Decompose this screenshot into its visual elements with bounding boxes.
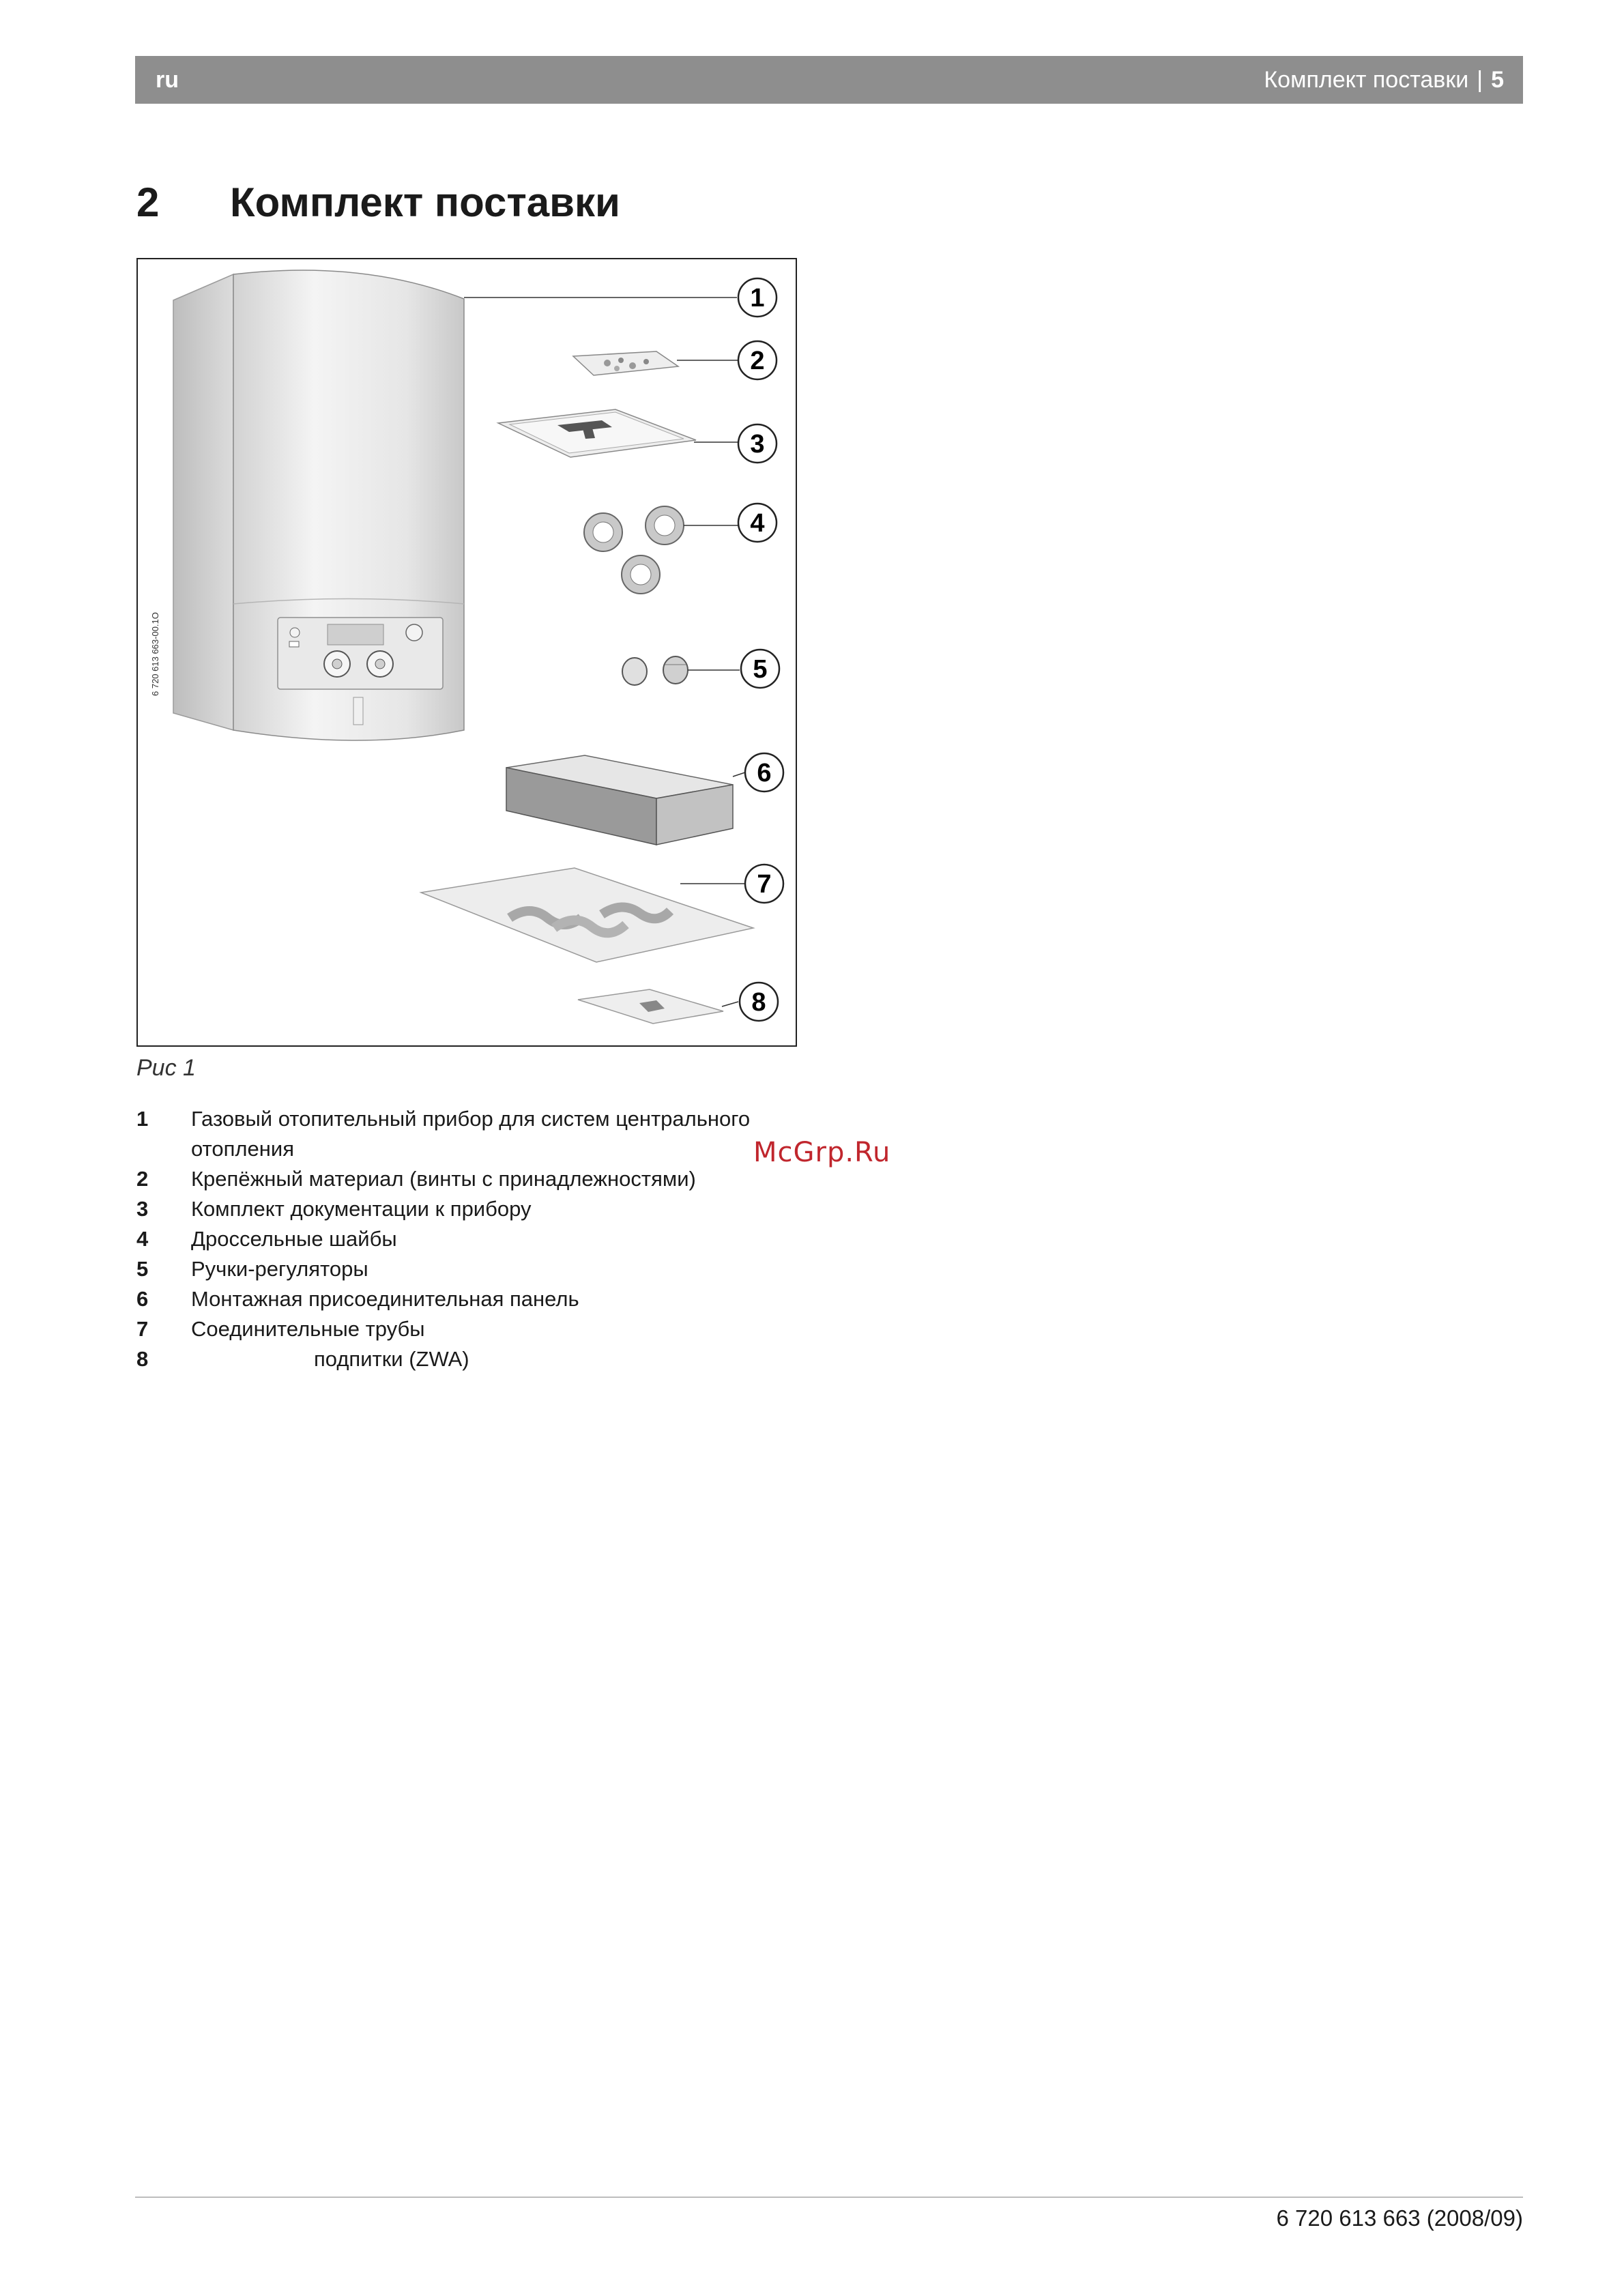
callout-label: 1 <box>750 284 765 313</box>
legend-number: 6 <box>136 1287 149 1311</box>
callout-label: 7 <box>757 870 772 899</box>
page-header <box>135 56 1523 104</box>
callout-label: 5 <box>753 655 768 684</box>
callout-8 <box>740 983 778 1021</box>
footer-document-code: 6 720 613 663 (2008/09) <box>1276 2205 1523 2231</box>
callout-label: 6 <box>757 759 772 787</box>
throttle-washers <box>584 506 684 594</box>
legend-text: Газовый отопительный прибор для систем центрального <box>191 1107 751 1131</box>
callout-label: 8 <box>751 988 766 1017</box>
legend-item <box>136 1314 819 1344</box>
legend-item <box>136 1284 819 1314</box>
legend-text: Соединительные трубы <box>191 1317 425 1341</box>
figure-side-code: 6 720 613 663-00.1O <box>150 612 160 696</box>
fixing-material-bag <box>573 351 678 375</box>
callout-label: 3 <box>750 430 765 459</box>
callout-6 <box>745 753 783 792</box>
header-section-title: Комплект поставки <box>1264 67 1469 93</box>
fill-kit-bag <box>578 989 723 1024</box>
legend-text: Дроссельные шайбы <box>191 1227 397 1251</box>
legend-text-continued: отопления <box>191 1137 294 1161</box>
boiler-drawing <box>173 270 464 740</box>
callout-7 <box>745 865 783 903</box>
legend-text: Крепёжный материал (винты с принадлежностями) <box>191 1167 696 1191</box>
legend-number: 3 <box>136 1197 149 1221</box>
chapter-title: Комплект поставки <box>230 179 620 225</box>
mounting-plate <box>506 755 733 845</box>
chapter-heading <box>136 179 620 226</box>
legend-item <box>136 1254 819 1284</box>
callout-label: 4 <box>750 509 765 538</box>
callout-5 <box>741 650 779 688</box>
figure-delivery-set <box>136 258 797 1047</box>
callout-1 <box>738 278 777 317</box>
legend-text: Комплект документации к прибору <box>191 1197 532 1221</box>
legend-number: 5 <box>136 1257 149 1281</box>
legend-number: 2 <box>136 1167 149 1191</box>
legend-text: Монтажная присоединительная панель <box>191 1287 579 1311</box>
legend-number: 4 <box>136 1227 149 1251</box>
legend-text: Ручки-регуляторы <box>191 1257 368 1281</box>
legend-text: подпитки (ZWA) <box>314 1347 469 1371</box>
legend-number: 8 <box>136 1347 149 1371</box>
legend-item <box>136 1164 819 1194</box>
callout-3 <box>738 424 777 463</box>
legend-number: 7 <box>136 1317 149 1341</box>
control-knobs <box>622 656 688 685</box>
language-code: ru <box>156 67 179 93</box>
callout-4 <box>738 504 777 542</box>
footer-divider <box>135 2197 1523 2198</box>
figure-caption: Рис 1 <box>136 1055 196 1081</box>
header-separator: | <box>1477 67 1483 93</box>
legend-item <box>136 1344 819 1374</box>
page-number: 5 <box>1491 67 1504 93</box>
watermark: McGrp.Ru <box>753 1137 891 1168</box>
callout-label: 2 <box>750 347 765 375</box>
callout-2 <box>738 341 777 379</box>
documentation-set <box>498 409 696 457</box>
legend-item <box>136 1224 819 1254</box>
connection-pipes-bag <box>421 868 753 962</box>
header-right <box>1264 56 1504 104</box>
chapter-number: 2 <box>136 179 160 225</box>
legend-item <box>136 1104 819 1164</box>
legend-number: 1 <box>136 1107 149 1131</box>
legend-item <box>136 1194 819 1224</box>
figure-legend <box>136 1104 819 1374</box>
figure-illustration <box>138 259 797 1047</box>
